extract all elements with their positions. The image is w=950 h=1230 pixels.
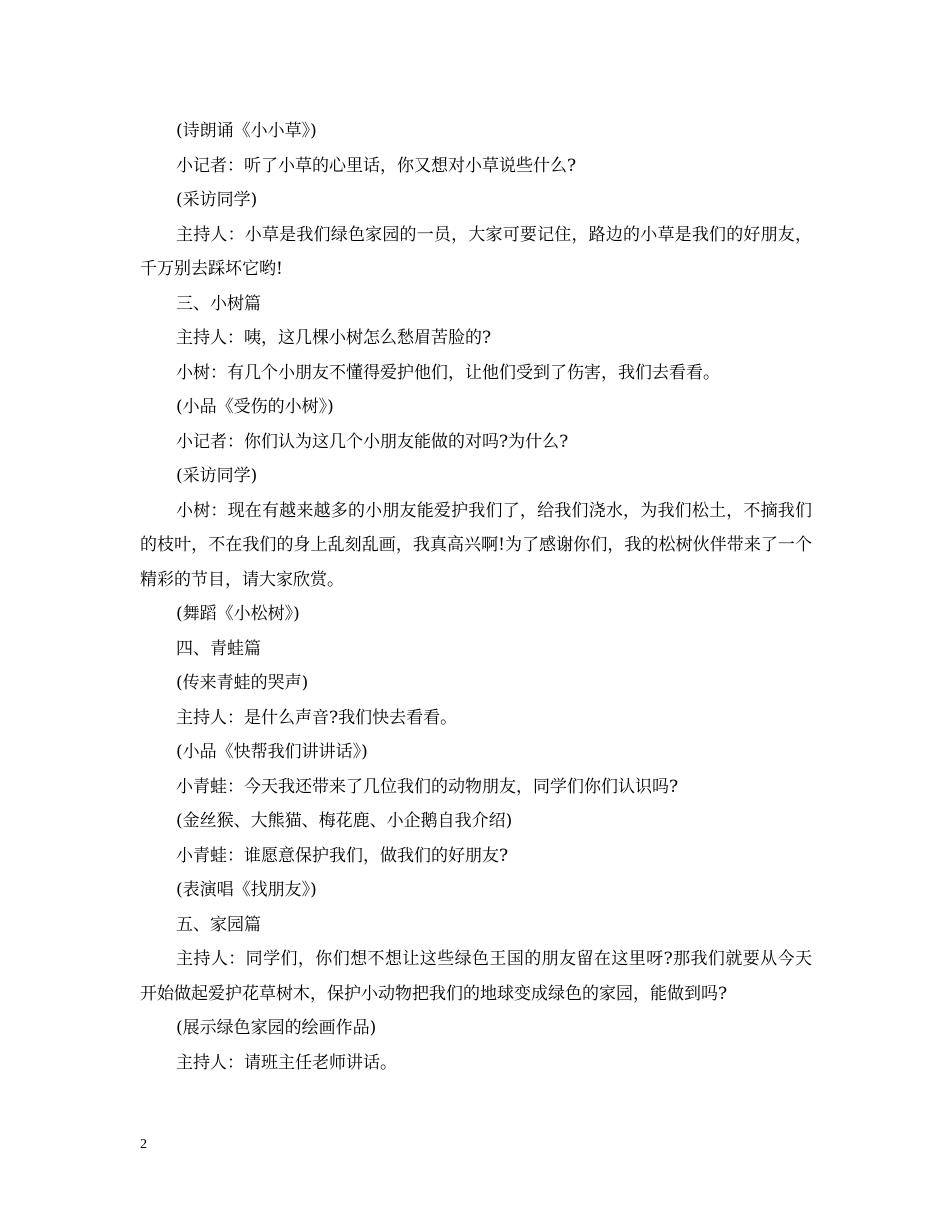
paragraph: 小树：有几个小朋友不懂得爱护他们，让他们受到了伤害，我们去看看。 xyxy=(176,362,720,383)
paragraph: (表演唱《找朋友》) xyxy=(176,880,317,900)
paragraph: 小青蛙：谁愿意保护我们，做我们的好朋友? xyxy=(176,845,509,866)
paragraph: 小青蛙：今天我还带来了几位我们的动物朋友，同学们你们认识吗? xyxy=(176,776,679,797)
paragraph: (舞蹈《小松树》) xyxy=(176,604,300,624)
document-body xyxy=(140,114,812,1080)
paragraph: (小品《受伤的小树》) xyxy=(176,397,334,417)
paragraph: 主持人：同学们，你们想不想让这些绿色王国的朋友留在这里呀?那我们就要从今天开始做起爱护花草树木，保护小动物把我们的地球变成绿色的家园，能做到吗? xyxy=(140,949,812,1004)
paragraph: (小品《快帮我们讲讲话》) xyxy=(176,742,368,762)
paragraph: (采访同学) xyxy=(176,190,258,210)
paragraph: (展示绿色家园的绘画作品) xyxy=(176,1018,377,1038)
paragraph: 主持人：小草是我们绿色家园的一员，大家可要记住，路边的小草是我们的好朋友，千万别去踩坏它哟! xyxy=(140,224,812,279)
section-heading: 五、家园篇 xyxy=(176,914,261,935)
page-number: 2 xyxy=(140,1137,147,1152)
paragraph: (采访同学) xyxy=(176,466,258,486)
paragraph: 主持人：咦，这几棵小树怎么愁眉苦脸的? xyxy=(176,328,492,348)
paragraph: (传来青蛙的哭声) xyxy=(176,673,309,693)
paragraph: 小树：现在有越来越多的小朋友能爱护我们了，给我们浇水，为我们松土，不摘我们的枝叶，不在我们的身上乱刻乱画，我真高兴啊!为了感谢你们，我的松树伙伴带来了一个精彩的节目，请大家欣赏。 xyxy=(140,500,812,590)
paragraph: 主持人：是什么声音?我们快去看看。 xyxy=(176,707,458,728)
paragraph: 小记者：听了小草的心里话，你又想对小草说些什么? xyxy=(176,155,577,176)
section-heading: 三、小树篇 xyxy=(176,293,261,314)
paragraph: (诗朗诵《小小草》) xyxy=(176,121,317,141)
paragraph: 主持人：请班主任老师讲话。 xyxy=(176,1052,397,1073)
section-heading: 四、青蛙篇 xyxy=(176,638,261,659)
paragraph: (金丝猴、大熊猫、梅花鹿、小企鹅自我介绍) xyxy=(176,811,513,831)
paragraph: 小记者：你们认为这几个小朋友能做的对吗?为什么? xyxy=(176,431,569,452)
